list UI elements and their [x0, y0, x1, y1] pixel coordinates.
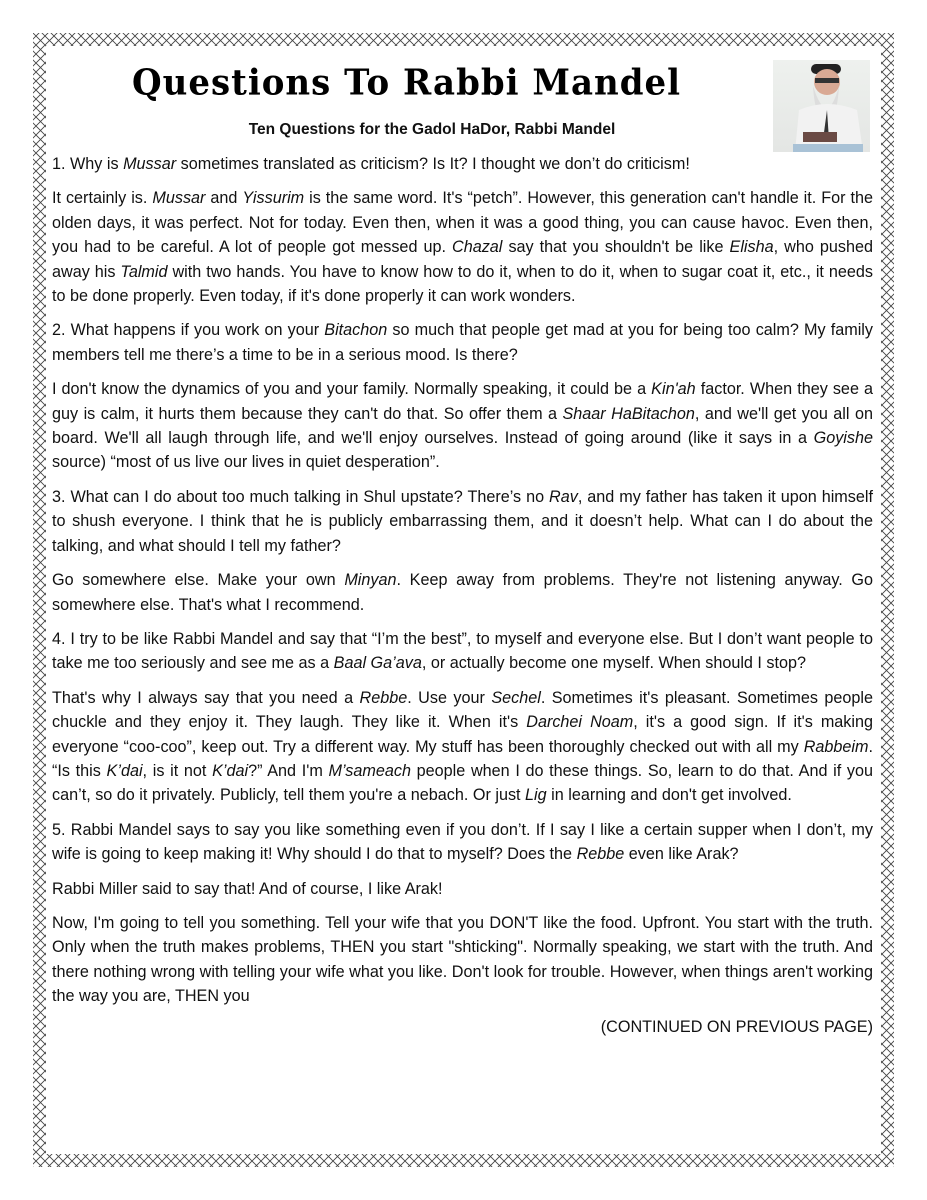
text-run: . Use your — [407, 688, 492, 707]
italic-term: K’dai — [106, 761, 143, 780]
continued-note: (CONTINUED ON PREVIOUS PAGE) — [600, 1017, 873, 1036]
text-run: and — [205, 189, 243, 208]
text-run: I don't know the dynamics of you and your family. Normally speaking, it could be a — [52, 380, 652, 399]
paragraph — [52, 627, 873, 676]
italic-term: Rebbe — [576, 845, 625, 864]
text-run: source) “most of us live our lives in quiet desperation”. — [52, 453, 440, 472]
text-run: 1. Why is — [52, 155, 124, 173]
text-run: 4. I try to be like Rabbi Mandel and say that “I’m the best”, to myself and everyone else. But I don’t want people to take me too seriously and see me as a — [52, 629, 873, 673]
text-run: even like Arak? — [624, 845, 739, 864]
italic-term: Baal Ga’ava — [333, 654, 422, 673]
italic-term: Shaar HaBitachon — [562, 404, 695, 423]
text-run: 2. What happens if you work on your — [52, 321, 325, 340]
document-body — [52, 152, 873, 1049]
italic-term: Talmid — [120, 262, 168, 281]
paragraph — [52, 686, 873, 808]
italic-term: Minyan — [344, 571, 397, 590]
italic-term: Chazal — [452, 238, 503, 257]
text-run: . Keep away from problems. They're not listening anyway. Go somewhere else. That's what I recommend. — [52, 571, 873, 614]
text-run: , is it not — [142, 761, 213, 780]
italic-term: Kin'ah — [651, 380, 696, 399]
italic-term: Elisha — [729, 238, 774, 257]
italic-term: Sechel — [491, 688, 541, 707]
italic-term: M’sameach — [328, 761, 411, 780]
text-run: Now, I'm going to tell you something. Tell your wife that you DON'T like the food. Upfront. You start with the truth. Only when the truth makes problems, THEN you start "shticking". Normally speaking, we start with the truth. And there nothing wrong with telling your wife what you like. Don't look for trouble. However, when things aren't working the way you are, THEN you — [52, 913, 873, 1006]
italic-term: K’dai — [212, 761, 249, 780]
italic-term: Rebbe — [359, 688, 408, 707]
text-run: so much that people get mad at you for being too calm? My family members tell me there’s a time to be in a serious mood. Is there? — [52, 321, 873, 364]
italic-term: Mussar — [152, 189, 206, 208]
text-run: Rabbi Miller said to say that! And of course, I like Arak! — [52, 879, 443, 898]
text-run: sometimes translated as criticism? Is It? I thought we don’t do criticism! — [176, 155, 690, 173]
text-run: , or actually become one myself. When should I stop? — [421, 654, 807, 673]
text-run: people when I do these things. So, learn to do that. And if you can’t, so do it privately. Publicly, tell them you're a nebach. Or just — [52, 761, 874, 805]
text-run: , and my father has taken it upon himself to shush everyone. I think that he is publicly embarrassing them, and it doesn’t help. What can I do about the talking, and what should I tell my father? — [52, 487, 873, 555]
text-run: in learning and don't get involved. — [546, 786, 792, 805]
paragraph — [52, 911, 873, 1009]
text-run: factor. When they see a guy is calm, it hurts them because they can't do that. So offer them a — [52, 380, 873, 423]
paragraph — [52, 568, 873, 617]
italic-term: Darchei Noam — [526, 713, 634, 732]
page-subtitle: Ten Questions for the Gadol HaDor, Rabbi Mandel — [248, 121, 616, 138]
paragraph — [52, 818, 873, 867]
italic-term: Rav — [549, 487, 578, 506]
paragraph — [52, 152, 873, 176]
italic-term: Yissurim — [242, 189, 305, 208]
text-run: say that you shouldn't be like — [502, 238, 730, 257]
text-run: . Sometimes it's pleasant. Sometimes people chuckle and they enjoy it. They laugh. They like it. When it's — [52, 688, 873, 732]
italic-term: Goyishe — [813, 429, 873, 448]
portrait-image — [773, 60, 870, 152]
paragraph — [52, 877, 873, 901]
text-run: ?” And I'm — [248, 761, 329, 780]
text-run: with two hands. You have to know how to do it, when to do it, when to sugar coat it, etc., it needs to be done properly. Even today, if it's done properly it can work wonders. — [52, 262, 873, 306]
paragraph — [52, 485, 873, 558]
text-run: It certainly is. — [52, 189, 153, 208]
paragraph — [52, 377, 873, 475]
text-run: , who pushed away his — [52, 238, 873, 281]
italic-term: Bitachon — [324, 321, 388, 340]
text-run: is the same word. It's “petch”. However, this generation can't handle it. For the olden days, it was perfect. Not for today. Even then, when it was a good thing, you can cause havoc. Even then, you had to be careful. A lot of people got messed up. — [52, 189, 873, 257]
text-run: 5. Rabbi Mandel says to say you like something even if you don’t. If I say I like a certain supper when I don’t, my wife is going to keep making it! Why should I do that to myself? Does the — [52, 820, 873, 864]
italic-term: Rabbeim — [803, 737, 869, 756]
italic-term: Mussar — [123, 155, 177, 173]
text-run: . “Is this — [52, 737, 873, 780]
text-run: Go somewhere else. Make your own — [52, 571, 345, 590]
italic-term: Lig — [525, 786, 547, 805]
text-run: That's why I always say that you need a — [52, 688, 360, 707]
page-title: Questions To Rabbi Mandel — [132, 62, 682, 104]
text-run: , it's a good sign. If it's making everyone “coo-coo”, keep out. Try a different way. My stuff has been thoroughly checked out with all my — [52, 713, 874, 756]
text-run: , and we'll get you all on board. We'll all laugh through life, and we'll enjoy ourselves. Instead of going around (like it says in a — [52, 404, 873, 448]
rabbi-photo — [773, 60, 870, 152]
paragraph — [52, 186, 873, 308]
text-run: 3. What can I do about too much talking in Shul upstate? There’s no — [52, 487, 550, 506]
paragraph — [52, 318, 873, 367]
